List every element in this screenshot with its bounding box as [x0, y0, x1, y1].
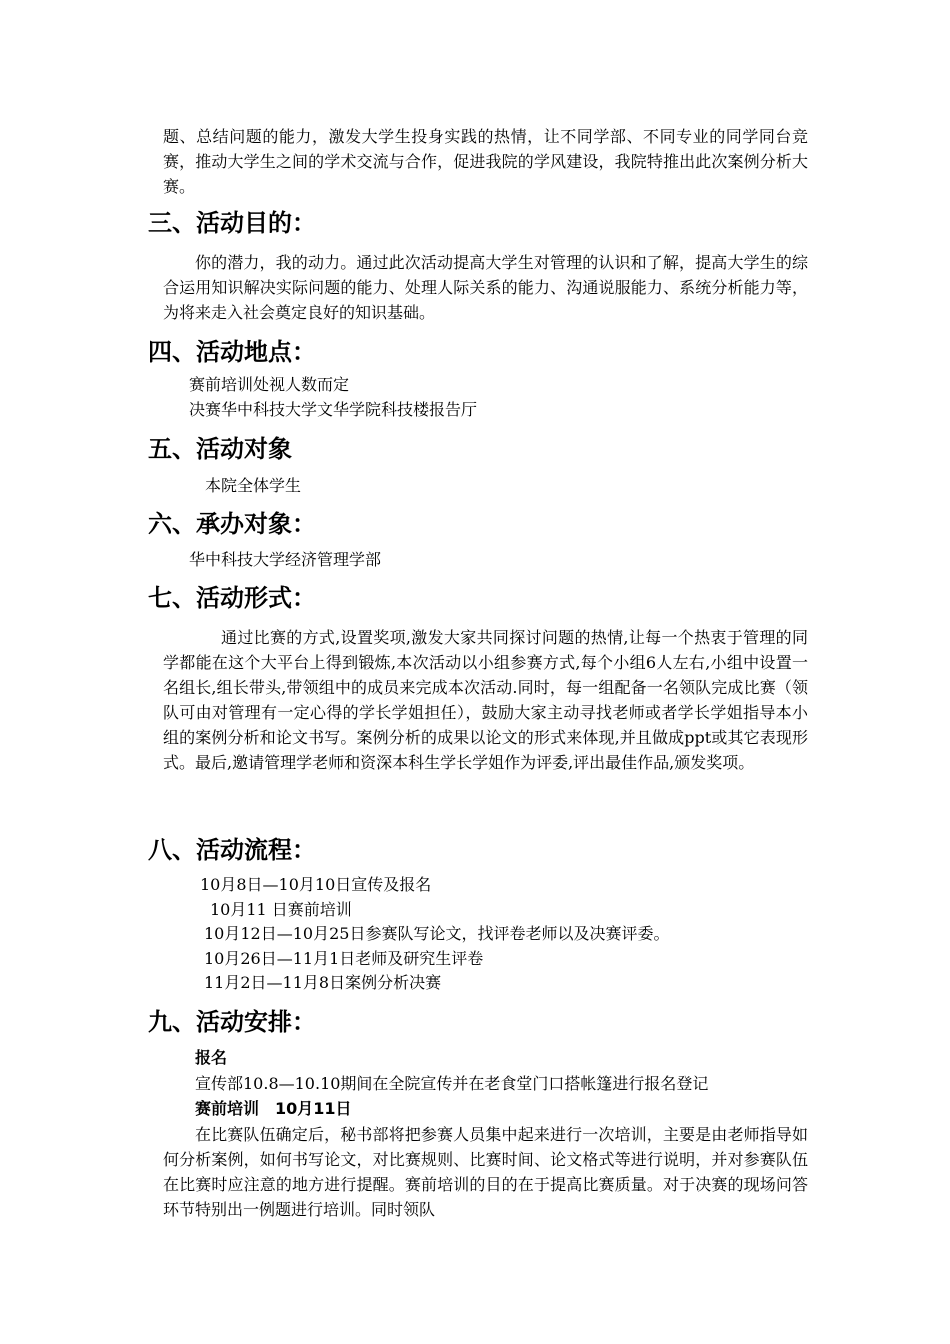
- schedule-line-1: 10月8日—10月10日宣传及报名: [200, 875, 432, 894]
- training-title: 赛前培训 10月11日: [195, 1099, 352, 1118]
- purpose-paragraph: 你的潜力，我的动力。通过此次活动提高大学生对管理的认识和了解，提高大学生的综合运用知识解决实际问题的能力、处理人际关系的能力、沟通说服能力、系统分析能力等，为将来走入社会奠定良好的知识基础。: [163, 253, 808, 322]
- intro-paragraph: 题、总结问题的能力，激发大学生投身实践的热情，让不同学部、不同专业的同学同台竞赛，推动大学生之间的学术交流与合作，促进我院的学风建设，我院特推出此次案例分析大赛。: [163, 127, 808, 196]
- signup-text: 宣传部10.8—10.10期间在全院宣传并在老食堂门口搭帐篷进行报名登记: [195, 1074, 709, 1093]
- heading-location: 四、活动地点：: [148, 338, 316, 366]
- audience-text: 本院全体学生: [205, 476, 302, 495]
- schedule-line-5: 11月2日—11月8日案例分析决赛: [204, 973, 442, 992]
- heading-purpose: 三、活动目的：: [148, 209, 316, 237]
- schedule-line-2: 10月11 日赛前培训: [210, 900, 352, 919]
- training-paragraph: 在比赛队伍确定后，秘书部将把参赛人员集中起来进行一次培训，主要是由老师指导如何分析案例，如何书写论文，对比赛规则、比赛时间、论文格式等进行说明，并对参赛队伍在比赛时应注意的地方进行提醒。赛前培训的目的在于提高比赛质量。对于决赛的现场问答环节特别出一例题进行培训。同时领队: [163, 1125, 808, 1219]
- schedule-line-3: 10月12日—10月25日参赛队写论文，找评卷老师以及决赛评委。: [204, 924, 670, 943]
- location-line-1: 赛前培训处视人数而定: [189, 375, 350, 394]
- location-line-2: 决赛华中科技大学文华学院科技楼报告厅: [189, 400, 478, 419]
- organizer-text: 华中科技大学经济管理学部: [189, 550, 382, 569]
- heading-organizer: 六、承办对象：: [148, 510, 316, 538]
- format-paragraph: 通过比赛的方式,设置奖项,激发大家共同探讨问题的热情,让每一个热衷于管理的同学都能在这个大平台上得到锻炼,本次活动以小组参赛方式,每个小组6人左右,小组中设置一名组长,组长带头,带领组中的成员来完成本次活动.同时，每一组配备一名领队完成比赛（领队可由对管理有一定心得的学长学姐担任），鼓励大家主动寻找老师或者学长学姐指导本小组的案例分析和论文书写。案例分析的成果以论文的形式来体现,并且做成ppt或其它表现形式。最后,邀请管理学老师和资深本科生学长学姐作为评委,评出最佳作品,颁发奖项。: [163, 628, 808, 772]
- heading-schedule: 八、活动流程：: [148, 836, 316, 864]
- schedule-line-4: 10月26日—11月1日老师及研究生评卷: [204, 949, 484, 968]
- heading-arrangement: 九、活动安排：: [148, 1008, 316, 1036]
- heading-format: 七、活动形式：: [148, 584, 316, 612]
- heading-audience: 五、活动对象: [148, 435, 292, 463]
- signup-title: 报名: [195, 1048, 228, 1067]
